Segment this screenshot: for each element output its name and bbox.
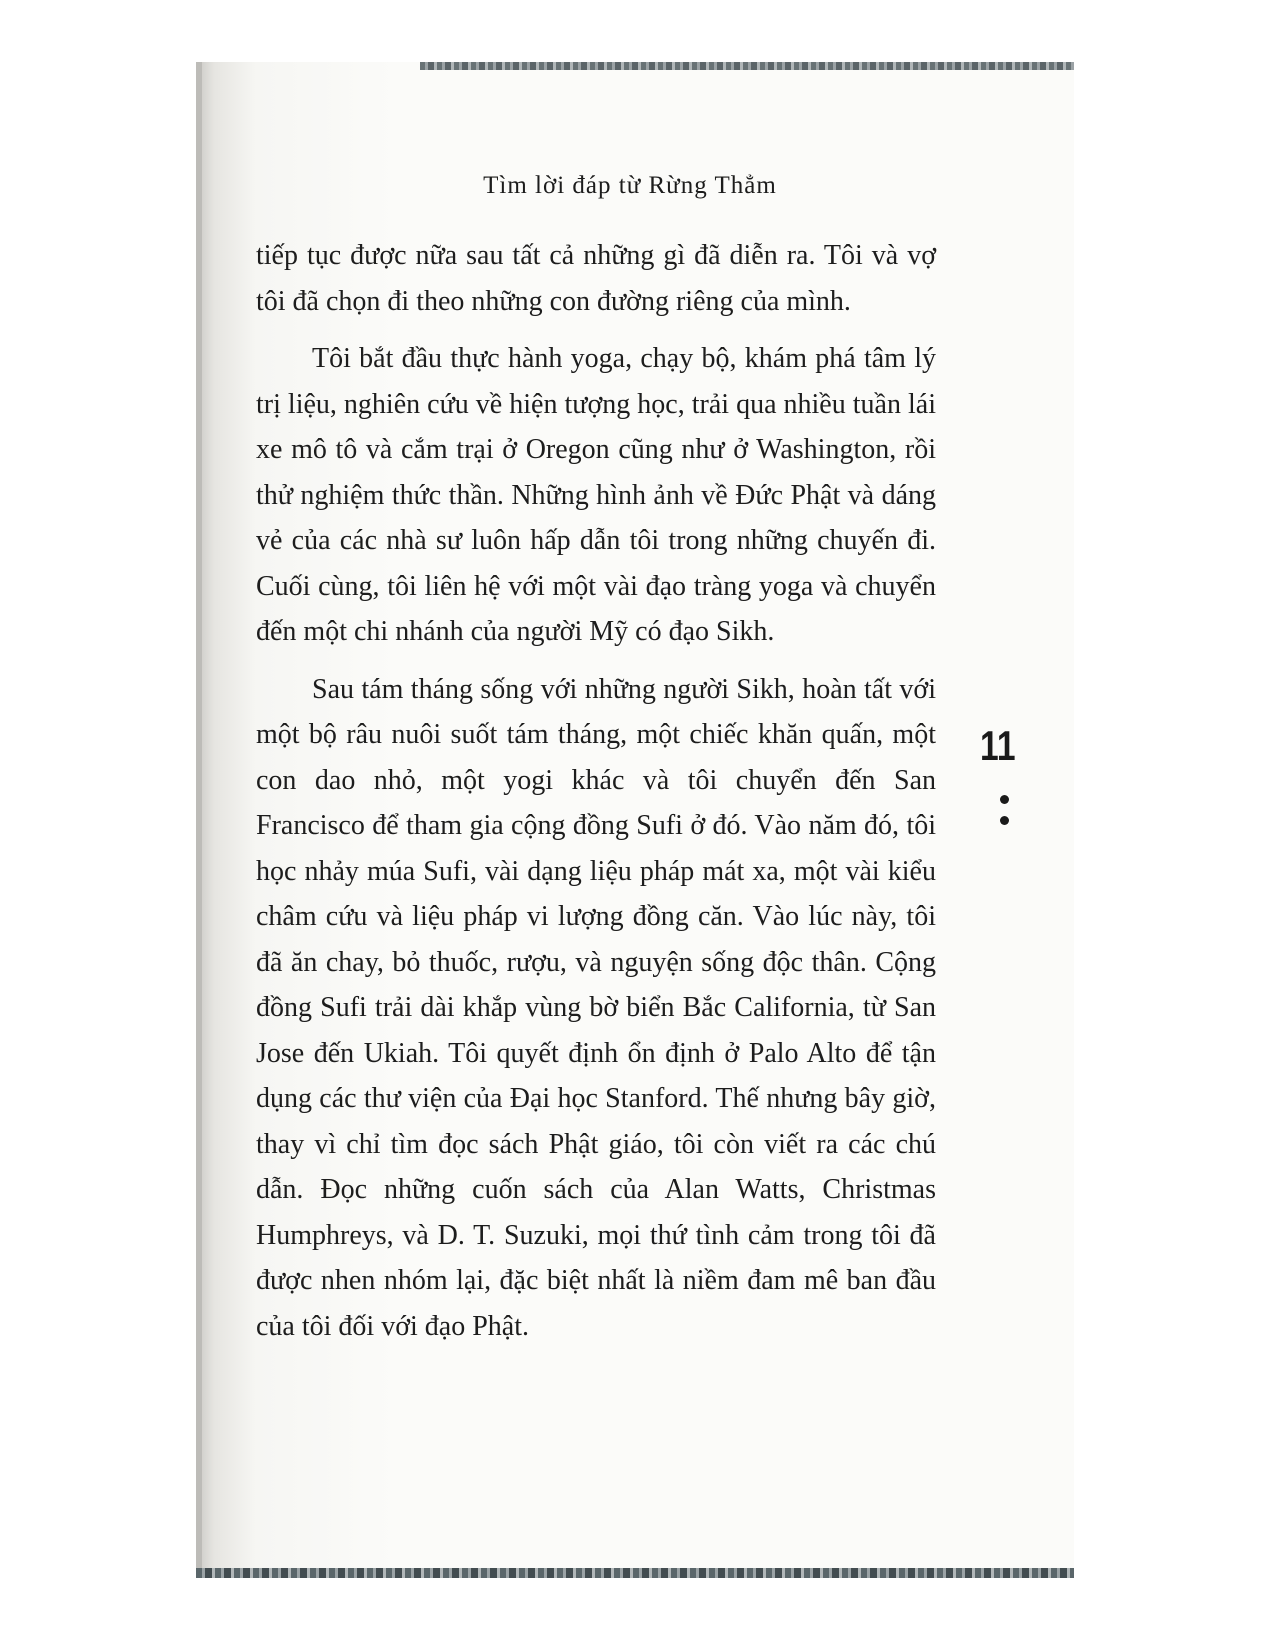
page-bottom-edge xyxy=(196,1568,1074,1578)
page-binding-edge xyxy=(196,62,202,1577)
ornament-dot xyxy=(1000,816,1009,825)
paragraph: Tôi bắt đầu thực hành yoga, chạy bộ, khám phá tâm lý trị liệu, nghiên cứu về hiện tượng học, trải qua nhiều tuần lái xe mô tô và cắm trại ở Oregon cũng như ở Washington, rồi thử nghiệm thức thần. Những hình ảnh về Đức Phật và dáng vẻ của các nhà sư luôn hấp dẫn tôi trong những chuyến đi. Cuối cùng, tôi liên hệ với một vài đạo tràng yoga và chuyển đến một chi nhánh của người Mỹ có đạo Sikh. xyxy=(256,343,936,647)
page-top-edge xyxy=(420,62,1074,70)
running-header: Tìm lời đáp từ Rừng Thẳm xyxy=(483,172,777,199)
ornament-dot xyxy=(1000,795,1009,804)
page-number: 11 xyxy=(980,722,1016,769)
page-number-ornament xyxy=(1000,795,1010,837)
body-text xyxy=(256,233,936,1361)
paragraph: tiếp tục được nữa sau tất cả những gì đã diễn ra. Tôi và vợ tôi đã chọn đi theo những con đường riêng của mình. xyxy=(256,240,936,317)
paragraph: Sau tám tháng sống với những người Sikh, hoàn tất với một bộ râu nuôi suốt tám tháng, một chiếc khăn quấn, một con dao nhỏ, một yogi khác và tôi chuyển đến San Francisco để tham gia cộng đồng Sufi ở đó. Vào năm đó, tôi học nhảy múa Sufi, vài dạng liệu pháp mát xa, một vài kiểu châm cứu và liệu pháp vi lượng đồng căn. Vào lúc này, tôi đã ăn chay, bỏ thuốc, rượu, và nguyện sống độc thân. Cộng đồng Sufi trải dài khắp vùng bờ biển Bắc California, từ San Jose đến Ukiah. Tôi quyết định ổn định ở Palo Alto để tận dụng các thư viện của Đại học Stanford. Thế nhưng bây giờ, thay vì chỉ tìm đọc sách Phật giáo, tôi còn viết ra các chú dẫn. Đọc những cuốn sách của Alan Watts, Christmas Humphreys, và D. T. Suzuki, mọi thứ tình cảm trong tôi đã được nhen nhóm lại, đặc biệt nhất là niềm đam mê ban đầu của tôi đối với đạo Phật. xyxy=(256,673,936,1342)
